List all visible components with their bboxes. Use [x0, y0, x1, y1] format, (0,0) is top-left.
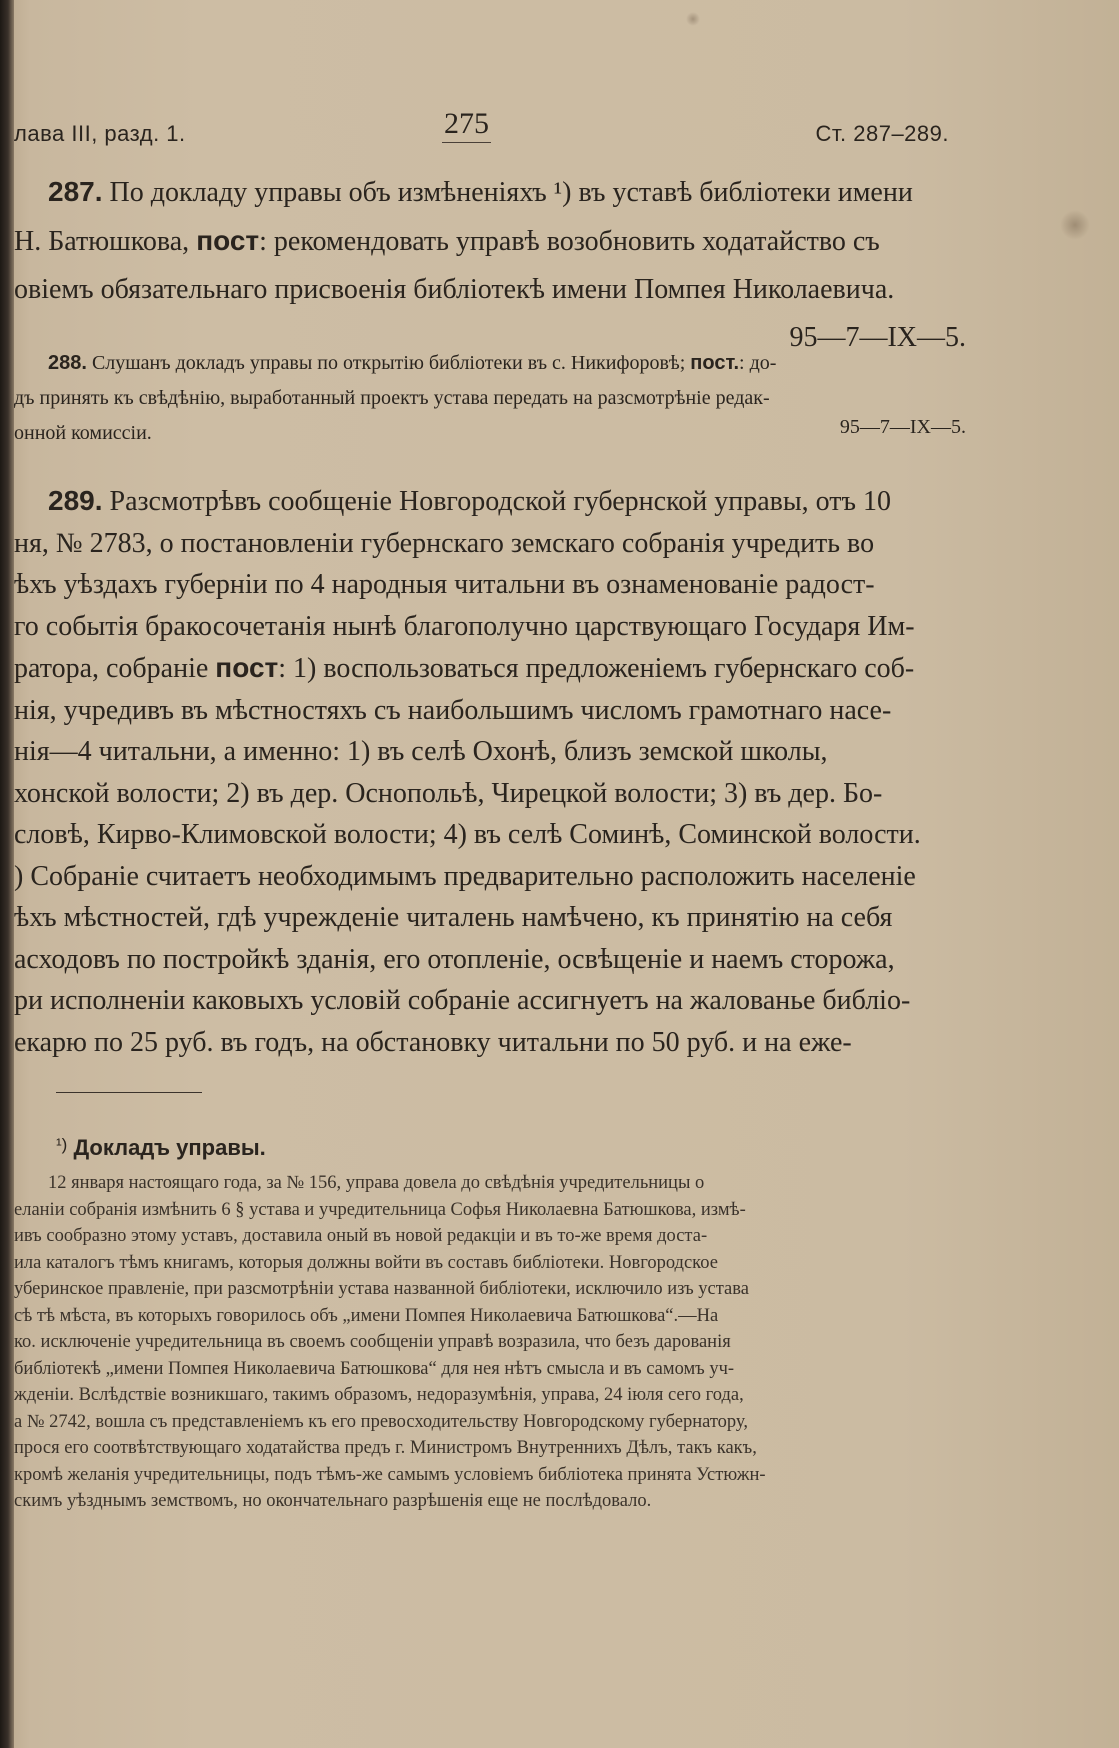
article-number: 287.	[48, 176, 103, 207]
article-number: 288.	[48, 352, 87, 374]
page-number: 275	[442, 107, 491, 143]
page-header	[14, 107, 949, 155]
chapter-section-label: лава III, разд. 1.	[14, 121, 186, 146]
article-287: 287. По докладу управы объ измѣненіяхъ ¹) въ уставѣ библіотеки имени Н. Батюшкова, пост: рекомендовать управѣ возобновить ходатайство съ овіемъ обязательнаго присвоенія библіотекѣ имени Помпея Николаевича. 95—7—IX—5.	[14, 168, 966, 362]
resolution-label: пост	[215, 652, 279, 683]
article-289: 289. Разсмотрѣвъ сообщеніе Новгородской губернской управы, отъ 10 ня, № 2783, о постановленіи губернскаго земскаго собранія учредить во ѣхъ уѣздахъ губерніи по 4 народныя читальни въ ознаменованіе радост- го событія бракосочетанія нынѣ благополучно царствующаго Государя Им- ратора, собраніе пост: 1) воспользоваться предложеніемъ губернскаго соб- нія, учредивъ въ мѣстностяхъ съ наибольшимъ числомъ грамотнаго насе- нія—4 читальни, а именно: 1) въ селѣ Охонѣ, близъ земской школы, хонской волости; 2) въ дер. Оснопольѣ, Чирецкой волости; 3) въ дер. Бо- словѣ, Кирво-Климовской волости; 4) въ селѣ Соминѣ, Соминской волости. ) Собраніе считаетъ необходимымъ предварительно расположить населеніе ѣхъ мѣстностей, гдѣ учрежденіе читалень намѣчено, къ принятію на себя асходовъ по постройкѣ зданія, его отопленіе, освѣщеніе и наемъ сторожа, ри исполненіи каковыхъ условій собраніе ассигнуетъ на жалованье библіо- екарю по 25 руб. въ годъ, на обстановку читальни по 50 руб. и на еже-	[14, 485, 921, 1058]
resolution-label: пост.	[690, 352, 740, 374]
resolution-label: пост	[196, 225, 260, 256]
footnote-body: 12 января настоящаго года, за № 156, управа довела до свѣдѣнія учредительницы о еланіи собранія измѣнить 6 § устава и учредительница Софья Николаевна Батюшкова, измѣ- ивъ сообразно этому уставъ, доставила оный въ новой редакціи и въ то-же время доста- ила каталогъ тѣмъ книгамъ, которыя должны войти въ составъ библіотеки. Новгородское уберинское правленіе, при разсмотрѣніи устава названной библіотеки, исключило изъ устава сѣ тѣ мѣста, въ которыхъ говорилось объ „имени Помпея Николаевича Батюшкова“.—На ко. исключеніе учредительница въ своемъ сообщеніи управѣ возразила, что безъ дарованія библіотекѣ „имени Помпея Николаевича Батюшкова“ для нея нѣтъ смысла и въ самомъ уч- жденіи. Вслѣдствіе возникшаго, такимъ образомъ, недоразумѣнія, управа, 24 іюля сего года, а № 2742, вошла съ представленіемъ къ его превосходительству Новгородскому губернатору, прося его соотвѣтствующаго ходатайства предъ г. Министромъ Внутреннихъ Дѣлъ, такъ какъ, кромѣ желанія учредительницы, подъ тѣмъ-же самымъ условіемъ библіотека принята Устюжн- скимъ уѣзднымъ земствомъ, но окончательнаго разрѣшенія еще не послѣдовало.	[14, 1173, 766, 1511]
vote-tally: 95—7—IX—5.	[789, 322, 966, 353]
book-binding-shadow	[0, 0, 14, 1748]
footnote-mark: ¹)	[56, 1135, 68, 1154]
article-288: 288. Слушанъ докладъ управы по открытію библіотеки въ с. Никифоровѣ; пост.: до- дъ принять къ свѣдѣнію, выработанный проектъ устава передать на разсмотрѣніе редак- онной комиссіи. 95—7—IX—5.	[14, 352, 966, 444]
article-range-label: Ст. 287–289.	[815, 121, 949, 146]
paper-stain	[686, 12, 700, 26]
article-number: 289.	[48, 485, 103, 516]
footnote-title: $^{^1)}$ Докладъ управы.	[56, 1135, 266, 1160]
vote-tally: 95—7—IX—5.	[839, 416, 966, 438]
paper-stain	[1060, 210, 1090, 240]
footnote-divider	[56, 1092, 202, 1093]
